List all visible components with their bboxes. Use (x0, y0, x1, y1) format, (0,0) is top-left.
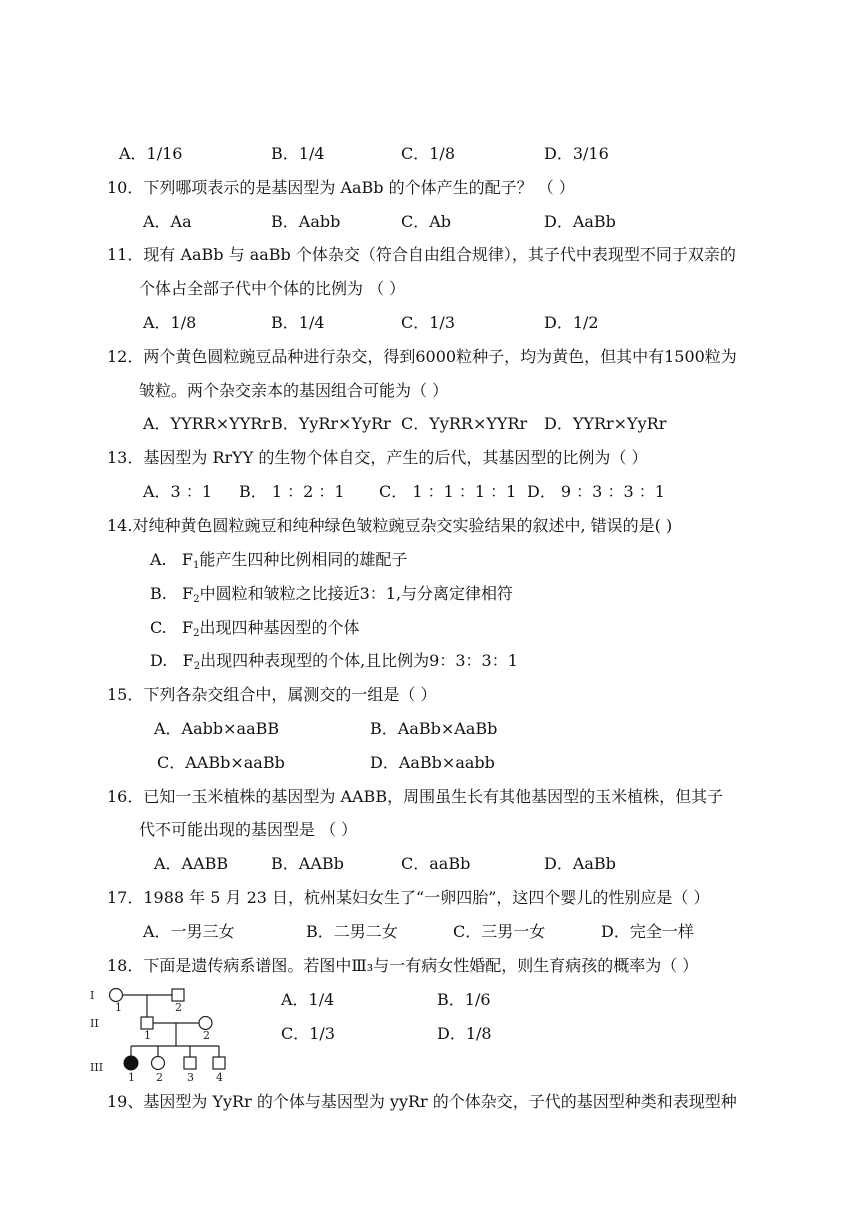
q11-stem-line1: 11．现有 AaBb 与 aaBb 个体杂交（符合自由组合规律），其子代中表现型不同于双亲的 (107, 245, 736, 264)
q12-option-c: C．YyRR×YYRr (401, 414, 528, 433)
gen1-female-1 (110, 989, 123, 1002)
gen2-male-1 (141, 1017, 153, 1029)
q17-option-c: C．三男一女 (453, 922, 546, 941)
q12-option-a: A．YYRR×YYRr (143, 414, 271, 433)
q15-option-d: D．AaBb×aabb (370, 753, 495, 772)
pedigree-chart (86, 986, 246, 1086)
gen3-affected-female-1 (124, 1056, 138, 1070)
q16-stem-line2: 代不可能出现的基因型是 （ ） (139, 820, 358, 839)
gen2-num-2: 2 (203, 1029, 210, 1042)
q11-option-b: B．1/4 (271, 313, 325, 332)
q9-option-c: C．1/8 (401, 144, 455, 163)
q18-stem: 18．下面是遗传病系谱图。若图中Ⅲ₃与一有病女性婚配，则生育病孩的概率为（ ） (107, 956, 699, 975)
q15-option-b: B．AaBb×AaBb (370, 719, 498, 738)
gen2-num-1: 1 (144, 1029, 151, 1042)
q9-option-a: A．1/16 (119, 144, 183, 163)
q15-option-a: A．Aabb×aaBB (154, 719, 280, 738)
q15-option-c: C．AABb×aaBb (157, 753, 285, 772)
q13-option-c: C． 1 ：1 ：1 ：1 (379, 482, 517, 501)
q13-stem: 13．基因型为 RrYY 的生物个体自交，产生的后代，其基因型的比例为（ ） (107, 448, 648, 467)
gen-label-iii: III (90, 1061, 104, 1074)
q11-stem-line2: 个体占全部子代中个体的比例为 （ ） (139, 279, 406, 298)
q14-option-b: B. $F_2$中圆粒和皱粒之比接近3：1,与分离定律相符 (150, 584, 514, 605)
q11-option-d: D．1/2 (544, 313, 599, 332)
q19-stem: 19、基因型为 YyRr 的个体与基因型为 yyRr 的个体杂交，子代的基因型种类和表现型种 (107, 1092, 737, 1111)
q14-stem: 14.对纯种黄色圆粒豌豆和纯种绿色皱粒豌豆杂交实验结果的叙述中, 错误的是( ) (107, 516, 673, 535)
q14-option-c-letter: C. (150, 618, 167, 637)
q10-option-b: B．Aabb (271, 212, 341, 231)
q12-option-b: B．YyRr×YyRr (271, 414, 391, 433)
gen-label-i: I (90, 989, 95, 1002)
q9-option-b: B．1/4 (271, 144, 325, 163)
q14-option-d-letter: D. (150, 651, 168, 670)
q17-option-d: D．完全一样 (601, 922, 694, 941)
gen3-num-1: 1 (128, 1071, 135, 1084)
q14-option-c: C. $F_2$出现四种基因型的个体 (150, 618, 360, 639)
q16-option-c: C．aaBb (401, 854, 471, 873)
q18-option-a: A．1/4 (281, 990, 335, 1009)
gen3-male-3 (184, 1057, 196, 1069)
gen2-female-2 (199, 1017, 212, 1030)
q11-option-c: C．1/3 (401, 313, 455, 332)
gen1-num-2: 2 (175, 1001, 182, 1014)
gen3-num-2: 2 (156, 1071, 163, 1084)
q10-option-a: A．Aa (143, 212, 192, 231)
q17-stem: 17．1988 年 5 月 23 日，杭州某妇女生了“一卵四胎”，这四个婴儿的性别应是（ ） (107, 888, 710, 907)
q16-option-b: B．AABb (271, 854, 344, 873)
q13-option-d: D． 9 ：3 ：3 ：1 (527, 482, 665, 501)
gen1-male-2 (172, 989, 184, 1001)
q18-option-d: D．1/8 (437, 1024, 492, 1043)
q14-option-a: A. $F_1$能产生四种比例相同的雄配子 (150, 550, 408, 571)
q18-option-c: C．1/3 (281, 1024, 335, 1043)
gen-label-ii: II (90, 1017, 99, 1030)
q13-option-a: A．3 ：1 (143, 482, 213, 501)
q13-option-b: B． 1 ：2 ：1 (239, 482, 345, 501)
q16-option-d: D．AaBb (544, 854, 616, 873)
q16-stem-line1: 16．已知一玉米植株的基因型为 AABB，周围虽生长有其他基因型的玉米植株，但其子 (107, 787, 724, 806)
q14-option-a-letter: A. (150, 550, 167, 569)
q10-stem: 10．下列哪项表示的是基因型为 AaBb 的个体产生的配子？ （ ） (107, 178, 575, 197)
q10-option-d: D．AaBb (544, 212, 616, 231)
q15-stem: 15．下列各杂交组合中，属测交的一组是（ ） (107, 685, 437, 704)
gen3-num-4: 4 (216, 1071, 223, 1084)
q10-option-c: C．Ab (401, 212, 452, 231)
gen1-num-1: 1 (115, 1001, 122, 1014)
q18-option-b: B．1/6 (437, 990, 491, 1009)
gen3-male-4 (213, 1057, 225, 1069)
q11-option-a: A．1/8 (143, 313, 197, 332)
q17-option-b: B．二男二女 (306, 922, 398, 941)
q12-stem-line1: 12．两个黄色圆粒豌豆品种进行杂交，得到6000粒种子，均为黄色，但其中有1500粒为 (107, 347, 737, 366)
q12-option-d: D．YYRr×YyRr (544, 414, 667, 433)
q16-option-a: A．AABB (154, 854, 229, 873)
gen3-female-2 (152, 1057, 165, 1070)
q14-option-b-letter: B. (150, 584, 167, 603)
q17-option-a: A．一男三女 (143, 922, 235, 941)
q9-option-d: D．3/16 (544, 144, 609, 163)
q12-stem-line2: 皱粒。两个杂交亲本的基因组合可能为（ ） (139, 381, 449, 400)
q14-option-d: D. $F_2$出现四种表现型的个体,且比例为9：3：3：1 (150, 651, 518, 672)
gen3-num-3: 3 (187, 1071, 194, 1084)
